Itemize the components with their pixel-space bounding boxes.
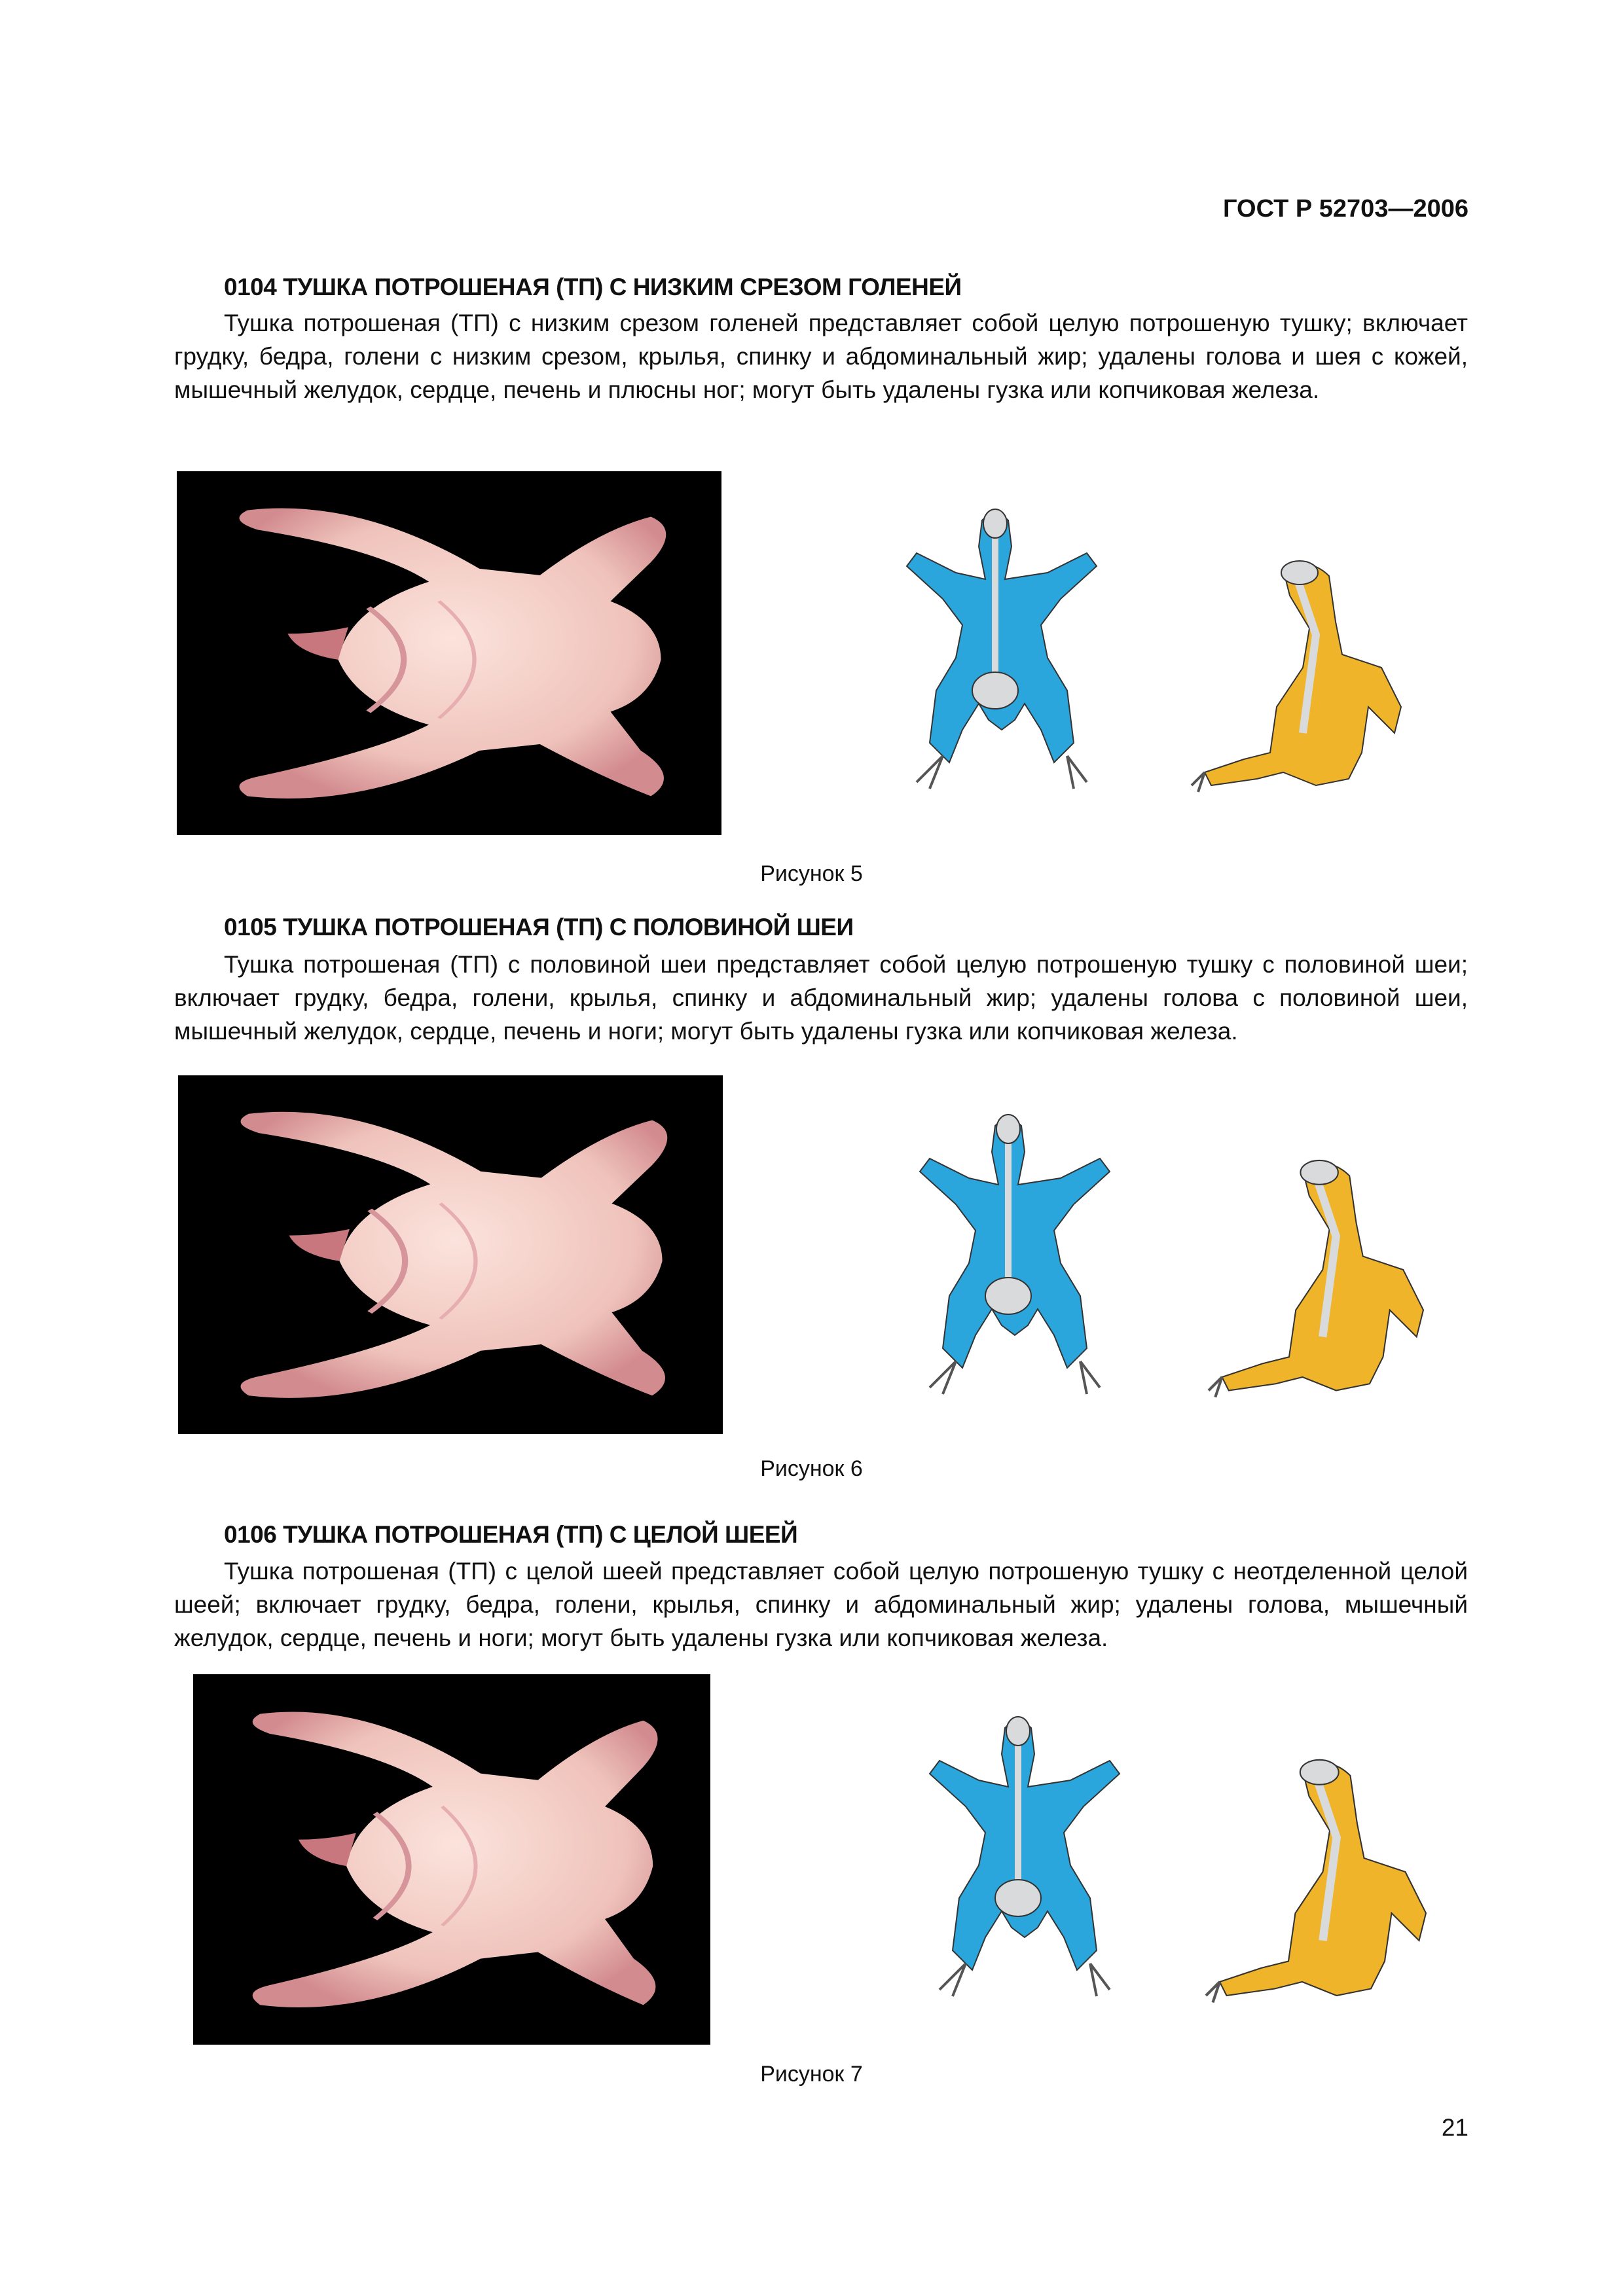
section-heading-0105: 0105 ТУШКА ПОТРОШЕНАЯ (ТП) С ПОЛОВИНОЙ ШЕИ bbox=[224, 914, 854, 941]
skeleton-side-view-icon bbox=[1172, 1136, 1460, 1404]
skeleton-side-view-icon bbox=[1175, 1734, 1457, 2009]
skeleton-front-view-icon bbox=[897, 1702, 1139, 2009]
carcass-photo bbox=[193, 1674, 710, 2045]
section-text-0106: Тушка потрошеная (ТП) с целой шеей представляет собой целую потрошеную тушку с неотделенной целой шеей; включает грудку, бедра, голени, крылья, спинку и абдоминальный жир; удалены голова, мышечный желудок, сердце, печень и ноги; могут быть удалены гузка или копчиковая железа. bbox=[174, 1558, 1468, 1651]
figure-caption: Рисунок 6 bbox=[760, 1456, 863, 1481]
carcass-photo bbox=[177, 471, 721, 835]
skeleton-front-view-icon bbox=[884, 1100, 1133, 1407]
document-header: ГОСТ Р 52703—2006 bbox=[1223, 195, 1468, 223]
section-text-0105: Тушка потрошеная (ТП) с половиной шеи представляет собой целую потрошеную тушку с половиной шеи; включает грудку, бедра, голени, крылья, спинку и абдоминальный жир; удалены голова с половиной шеи, мышечный желудок, сердце, печень и ноги; могут быть удалены гузка или копчиковая железа. bbox=[174, 951, 1468, 1045]
carcass-photo bbox=[178, 1075, 723, 1434]
skeleton-side-view-icon bbox=[1152, 537, 1440, 798]
figure-caption: Рисунок 5 bbox=[760, 861, 863, 886]
section-heading-0106: 0106 ТУШКА ПОТРОШЕНАЯ (ТП) С ЦЕЛОЙ ШЕЕЙ bbox=[224, 1521, 798, 1548]
section-text-0104: Тушка потрошеная (ТП) с низким срезом голеней представляет собой целую потрошеную тушку; включает грудку, бедра, голени с низким срезом, крылья, спинку и абдоминальный жир; удалены голова и шея с кожей, мышечный желудок, сердце, печень и плюсны ног; могут быть удалены гузка или копчиковая железа. bbox=[174, 310, 1468, 403]
page-number: 21 bbox=[1441, 2114, 1468, 2141]
figure-caption: Рисунок 7 bbox=[760, 2062, 863, 2087]
skeleton-front-view-icon bbox=[877, 494, 1113, 802]
section-heading-0104: 0104 ТУШКА ПОТРОШЕНАЯ (ТП) С НИЗКИМ СРЕЗОМ ГОЛЕНЕЙ bbox=[224, 274, 962, 300]
